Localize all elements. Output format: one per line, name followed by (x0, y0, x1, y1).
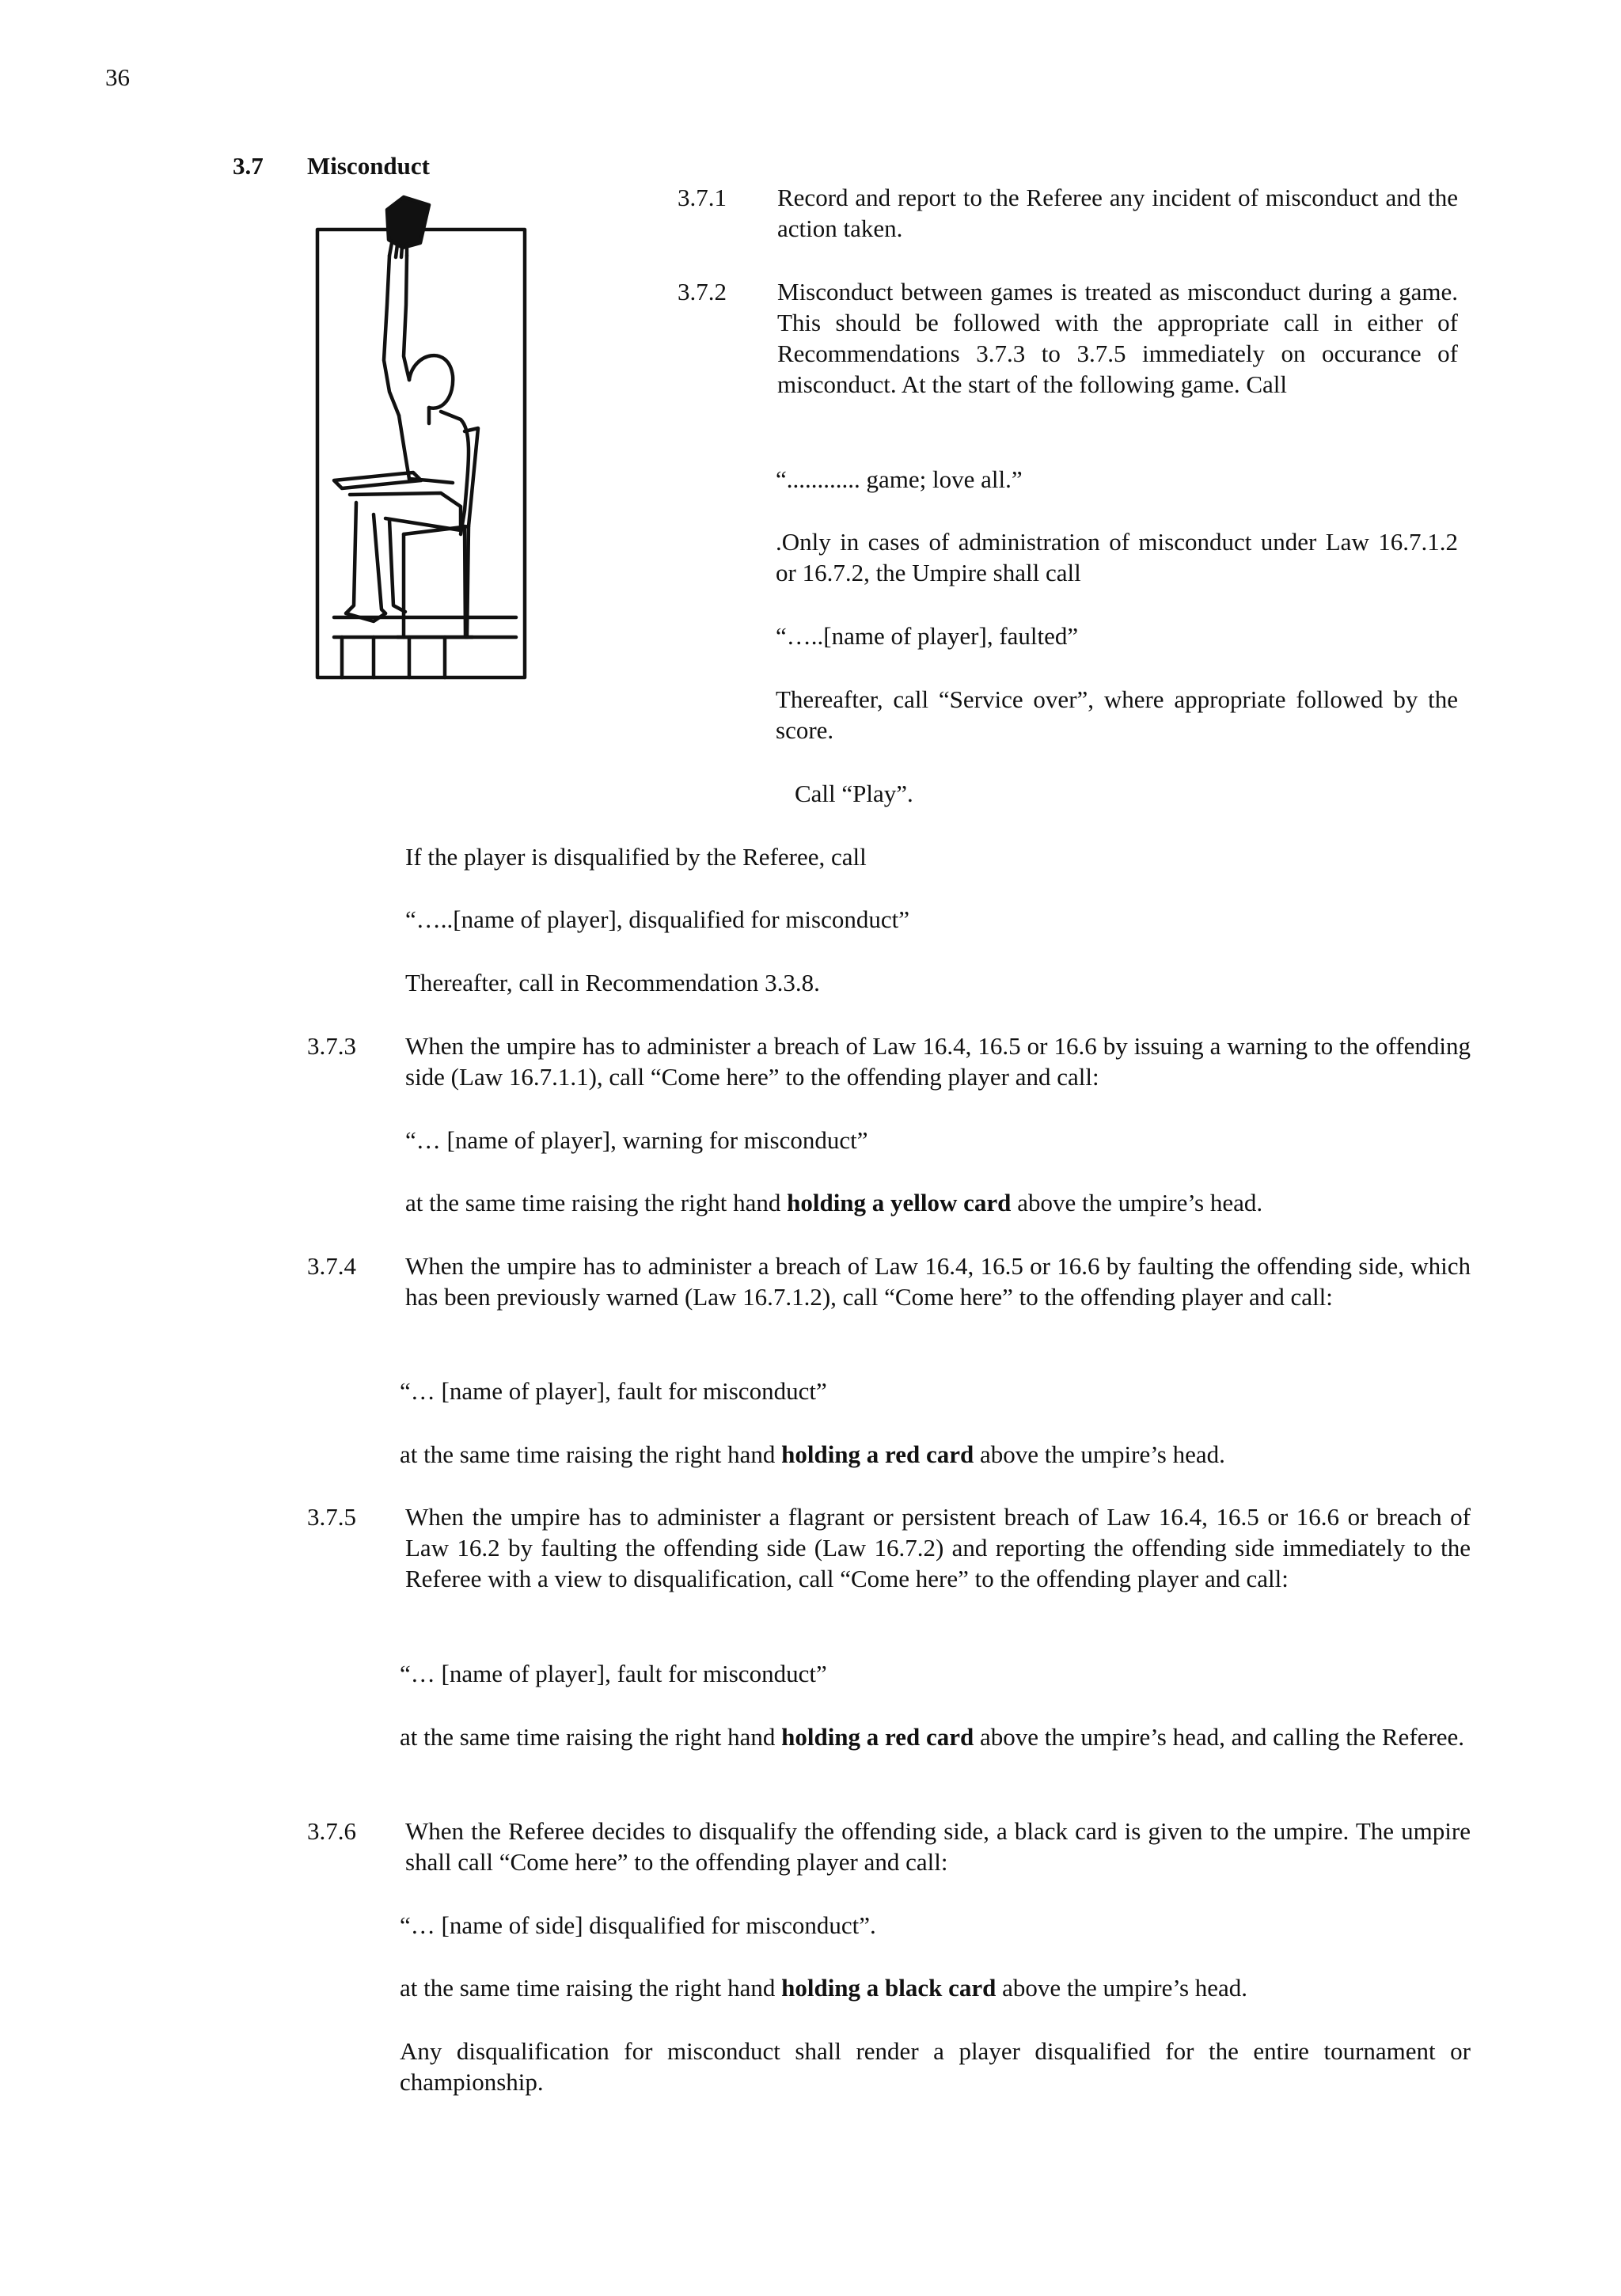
clause-3-7-6-text: When the Referee decides to disqualify the offending side, a black card is given to the umpire. The umpire shall call “Come here” to the offending player and call: (405, 1817, 1471, 1876)
clause-3-7-4-text: When the umpire has to administer a breach of Law 16.4, 16.5 or 16.6 by faulting the offending side, which has been previously warned (Law 16.7.1.2), call “Come here” to the offending player and call: (405, 1252, 1471, 1311)
umpire-card-figure (310, 194, 532, 685)
clause-number-3-7-2: 3.7.2 (678, 278, 727, 306)
clause-3-7-3-text: When the umpire has to administer a breach of Law 16.4, 16.5 or 16.6 by issuing a warning to the offending side (Law 16.7.1.1), call “Come here” to the offending player and call: (405, 1032, 1471, 1091)
section-title: Misconduct (307, 152, 430, 180)
action-text: above the umpire’s head, and calling the Referee. (974, 1723, 1464, 1751)
call-game-love-all: “............ game; love all.” (776, 465, 1023, 493)
action-text: at the same time raising the right hand (400, 1723, 782, 1751)
card-emphasis: holding a red card (781, 1440, 974, 1468)
clause-number-3-7-4: 3.7.4 (307, 1252, 356, 1280)
closing-statement: Any disqualification for misconduct shall render a player disqualified for the entire tournament or championship. (400, 2037, 1471, 2096)
call-disqualified: “…..[name of player], disqualified for misconduct” (405, 905, 909, 933)
black-card-action (400, 1972, 1247, 2003)
clause-number-3-7-1: 3.7.1 (678, 184, 727, 211)
page-number: 36 (105, 63, 130, 91)
call-side-disqualified: “… [name of side] disqualified for misconduct”. (400, 1911, 876, 1939)
card-emphasis: holding a black card (781, 1974, 997, 2002)
red-card-action (400, 1721, 1471, 1752)
yellow-card-action (405, 1187, 1262, 1218)
action-text: at the same time raising the right hand (400, 1440, 782, 1468)
clause-number-3-7-3: 3.7.3 (307, 1032, 356, 1060)
call-fault: “… [name of player], fault for misconduct” (400, 1377, 827, 1405)
card-emphasis: holding a yellow card (787, 1189, 1012, 1216)
call-play: Call “Play”. (795, 780, 913, 807)
section-number: 3.7 (233, 152, 264, 180)
clause-number-3-7-5: 3.7.5 (307, 1503, 356, 1531)
only-in-cases-text: .Only in cases of administration of misconduct under Law 16.7.1.2 or 16.7.2, the Umpire shall call (776, 528, 1458, 586)
red-card-action (400, 1439, 1225, 1470)
call-fault: “… [name of player], fault for misconduct” (400, 1660, 827, 1687)
umpire-raising-card-illustration (310, 194, 532, 685)
if-disqualified-text: If the player is disqualified by the Referee, call (405, 843, 867, 871)
action-text: at the same time raising the right hand (400, 1974, 782, 2002)
card-emphasis: holding a red card (781, 1723, 974, 1751)
thereafter-service-over: Thereafter, call “Service over”, where appropriate followed by the score. (776, 685, 1458, 744)
thereafter-recommendation: Thereafter, call in Recommendation 3.3.8. (405, 969, 820, 996)
call-faulted: “…..[name of player], faulted” (776, 622, 1079, 650)
call-warning: “… [name of player], warning for misconduct” (405, 1126, 868, 1154)
clause-3-7-5-text: When the umpire has to administer a flagrant or persistent breach of Law 16.4, 16.5 or 16.6 or breach of Law 16.2 by faulting the offending side (Law 16.7.2) and reporting the offending side immediately to the Referee with a view to disqualification, call “Come here” to the offending player and call: (405, 1503, 1471, 1592)
action-text: above the umpire’s head. (996, 1974, 1248, 2002)
clause-3-7-1-text: Record and report to the Referee any incident of misconduct and the action taken. (777, 184, 1458, 242)
clause-number-3-7-6: 3.7.6 (307, 1817, 356, 1845)
action-text: above the umpire’s head. (1011, 1189, 1263, 1216)
clause-3-7-2-text: Misconduct between games is treated as misconduct during a game. This should be followed with the appropriate call in either of Recommendations 3.7.3 to 3.7.5 immediately on occurance of misconduct. At the start of the following game. Call (777, 278, 1458, 398)
action-text: at the same time raising the right hand (405, 1189, 788, 1216)
action-text: above the umpire’s head. (974, 1440, 1225, 1468)
